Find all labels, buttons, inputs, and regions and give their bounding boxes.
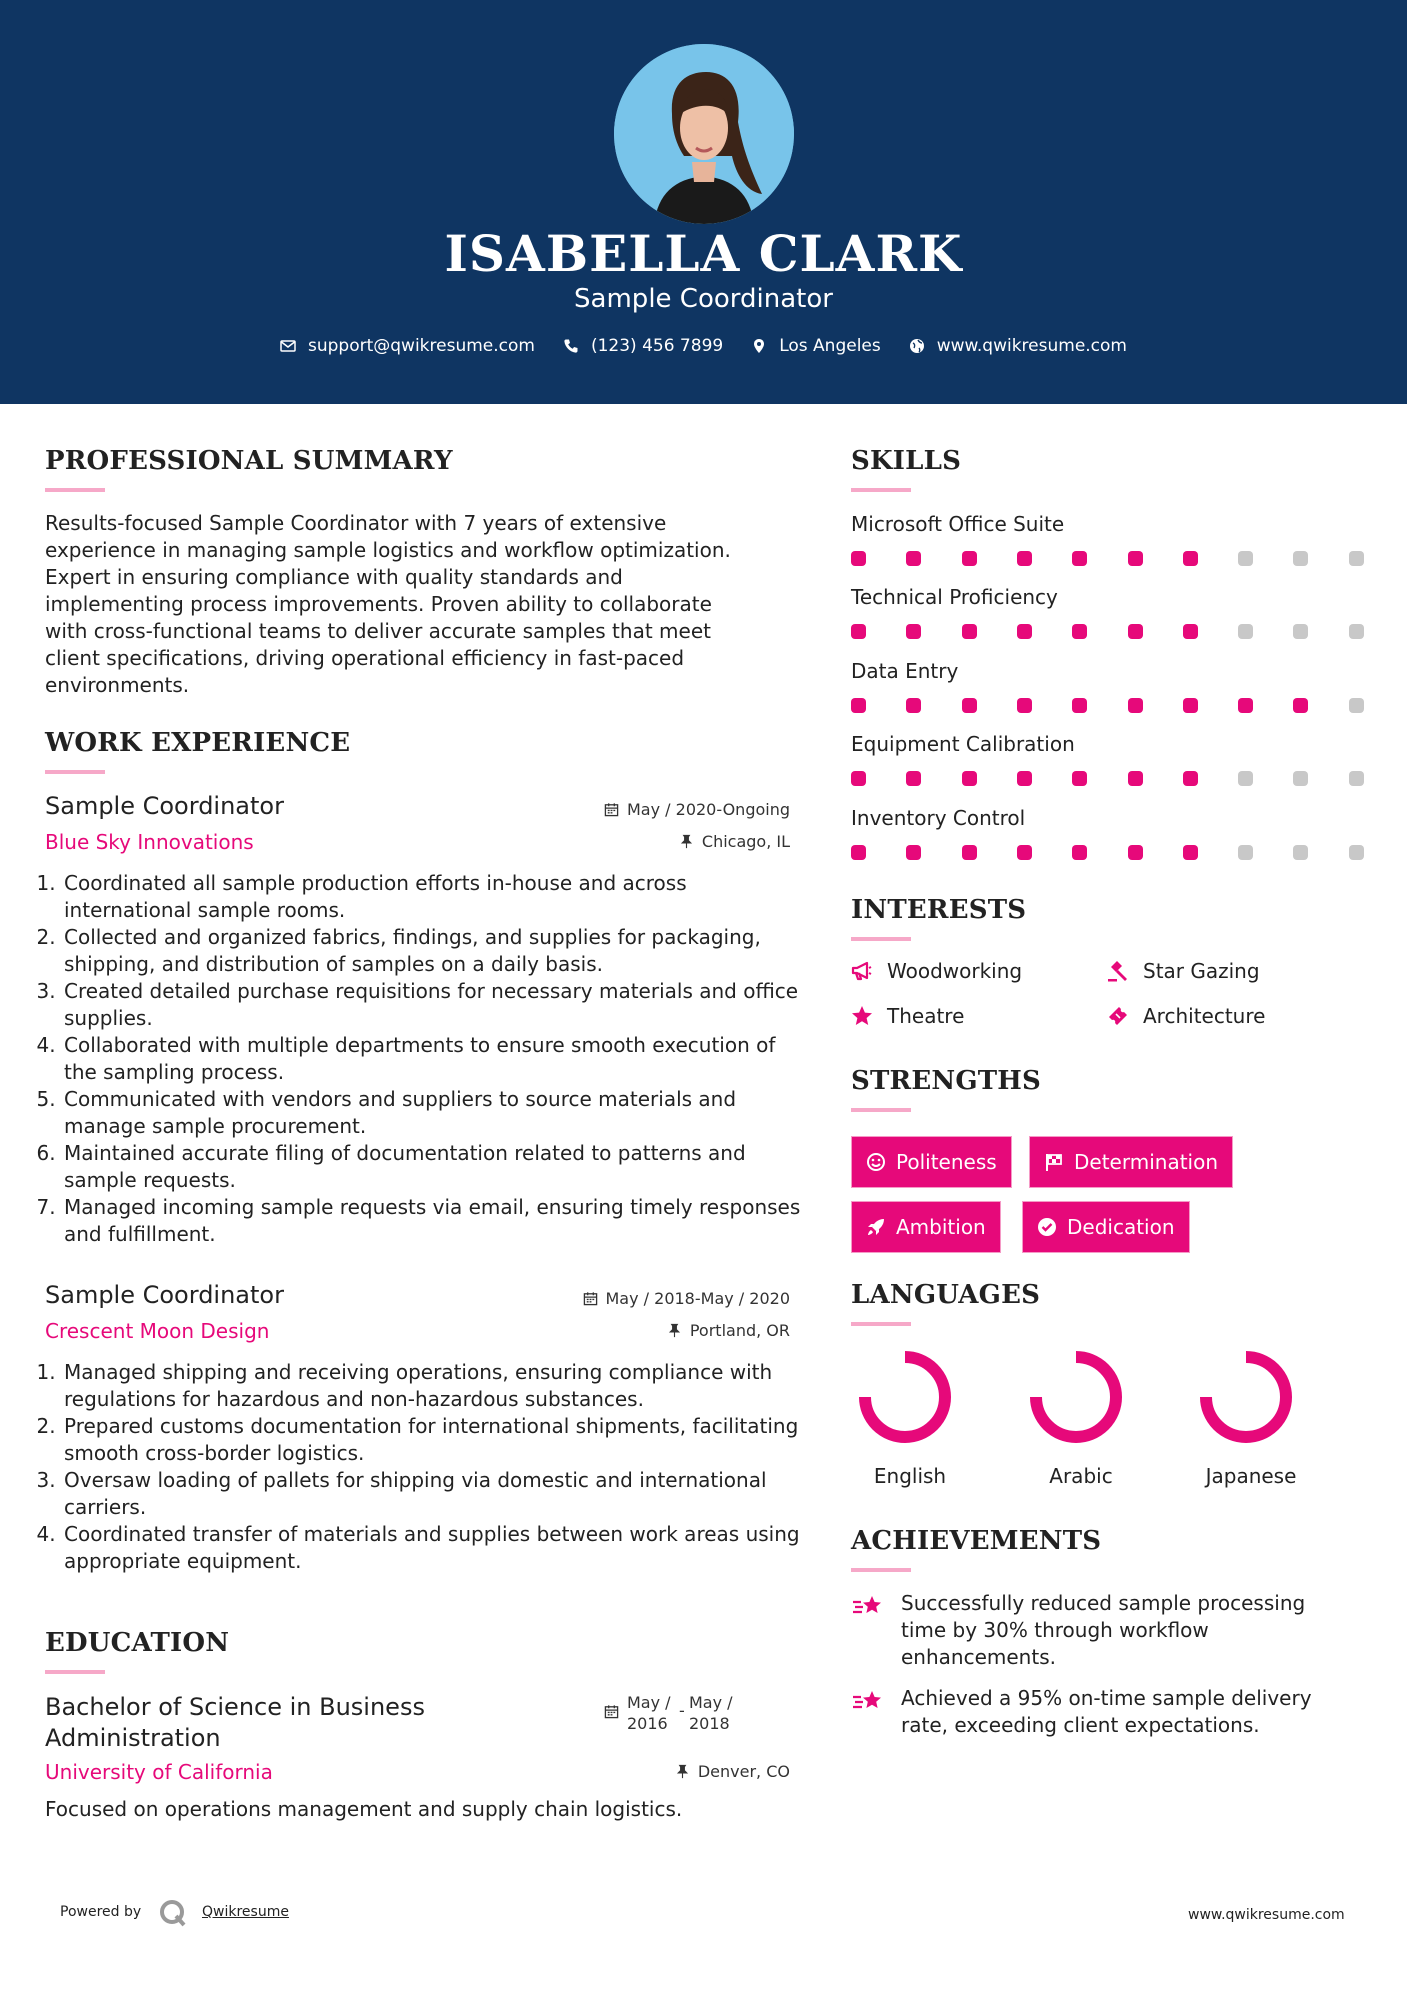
skill-dot-empty: [1349, 698, 1364, 713]
strength-label: Ambition: [896, 1215, 986, 1239]
experience-heading: WORK EXPERIENCE: [45, 728, 351, 758]
skill-dot-filled: [851, 771, 866, 786]
skill-dot-filled: [851, 698, 866, 713]
skill-dot-empty: [1238, 624, 1253, 639]
achievements-heading: ACHIEVEMENTS: [851, 1526, 1102, 1556]
achievement-line: time by 30% through workflow: [901, 1618, 1209, 1642]
skill-dot-filled: [1128, 551, 1143, 566]
language-label: English: [873, 1464, 947, 1488]
summary-underline: [45, 488, 105, 492]
contact-phone-text: (123) 456 7899: [590, 336, 724, 356]
skill-dot-filled: [1017, 771, 1032, 786]
job-1-company: Blue Sky Innovations: [45, 830, 254, 854]
skill-label: Data Entry: [851, 659, 959, 683]
summary-line: implementing process improvements. Proven ability to collaborate: [45, 592, 712, 616]
skill-dot-filled: [962, 771, 977, 786]
list-item: 5. Communicated with vendors and suppliers to source materials and manage sample procurement.: [62, 1086, 802, 1140]
skill-dot-filled: [851, 845, 866, 860]
summary-line: client specifications, driving operational efficiency in fast-paced: [45, 646, 685, 670]
rocket-icon: [866, 1217, 886, 1237]
education-dates: [604, 1692, 745, 1734]
ticket-icon: [1107, 1005, 1129, 1027]
education-end-month: May /: [689, 1693, 733, 1712]
education-location: [540, 1762, 790, 1781]
skill-label: Inventory Control: [851, 806, 1026, 830]
strength-tag: [851, 1136, 1012, 1188]
skill-dot-empty: [1238, 845, 1253, 860]
job-2-date: [540, 1289, 790, 1308]
summary-heading: PROFESSIONAL SUMMARY: [45, 446, 453, 476]
skill-dot-filled: [1183, 845, 1198, 860]
skill-dot-empty: [1293, 845, 1308, 860]
interest-label: Woodworking: [887, 959, 1023, 983]
job-1-duties: [42, 870, 802, 1248]
globe-icon: [909, 338, 925, 354]
smile-icon: [866, 1152, 886, 1172]
education-heading: EDUCATION: [45, 1628, 230, 1658]
skill-dot-filled: [1238, 698, 1253, 713]
contact-bar: [0, 336, 1407, 356]
achievement-line: enhancements.: [901, 1645, 1056, 1669]
skill-dot-filled: [1072, 551, 1087, 566]
job-1-date-text: May / 2020-Ongoing: [627, 800, 790, 819]
skill-dot-filled: [1293, 698, 1308, 713]
skills-heading: SKILLS: [851, 446, 962, 476]
strengths-underline: [851, 1108, 911, 1112]
education-note: Focused on operations management and supply chain logistics.: [45, 1797, 683, 1821]
skill-dot-empty: [1349, 771, 1364, 786]
list-item: 3. Oversaw loading of pallets for shipping via domestic and international carriers.: [62, 1467, 802, 1521]
person-avatar-icon: [614, 44, 794, 224]
degree-line: Bachelor of Science in Business: [45, 1693, 425, 1721]
interests-heading: INTERESTS: [851, 895, 1027, 925]
list-item: 4. Coordinated transfer of materials and supplies between work areas using appropriate equipment.: [62, 1521, 802, 1575]
summary-line: experience in managing sample logistics and workflow optimization.: [45, 538, 731, 562]
job-2-title: Sample Coordinator: [45, 1281, 284, 1309]
shooting-star-icon: [851, 1592, 885, 1620]
envelope-icon: [280, 338, 296, 354]
language-label: Japanese: [1205, 1464, 1297, 1488]
list-item: 1. Coordinated all sample production efforts in-house and across international sample rooms.: [62, 870, 802, 924]
job-2-duties: [42, 1359, 802, 1575]
skill-dot-filled: [1072, 624, 1087, 639]
skill-dot-empty: [1349, 624, 1364, 639]
achievement-item: [851, 1685, 1312, 1739]
footer-website[interactable]: www.qwikresume.com: [1188, 1907, 1345, 1923]
skill-dot-empty: [1293, 551, 1308, 566]
shooting-star-icon: [851, 1687, 885, 1715]
contact-website[interactable]: [909, 336, 1127, 356]
job-1-location-text: Chicago, IL: [701, 832, 790, 851]
qwikresume-link[interactable]: Qwikresume: [202, 1904, 289, 1920]
calendar-icon: [604, 802, 619, 817]
summary-line: Expert in ensuring compliance with quality standards and: [45, 565, 623, 589]
interest-item: [1107, 959, 1260, 983]
skill-dot-filled: [906, 845, 921, 860]
achievement-line: rate, exceeding client expectations.: [901, 1713, 1260, 1737]
skill-dot-filled: [1183, 698, 1198, 713]
job-2-company: Crescent Moon Design: [45, 1319, 270, 1343]
megaphone-icon: [851, 960, 873, 982]
skill-dot-filled: [962, 845, 977, 860]
skill-dot-empty: [1238, 771, 1253, 786]
language-ring: [1026, 1347, 1126, 1447]
gavel-icon: [1107, 960, 1129, 982]
skill-dot-filled: [906, 698, 921, 713]
education-location-text: Denver, CO: [697, 1762, 790, 1781]
map-pin-icon: [751, 338, 767, 354]
education-start-year: 2016: [627, 1714, 668, 1733]
pushpin-icon: [679, 834, 694, 849]
strength-tag: [851, 1201, 1001, 1253]
skill-dot-filled: [1128, 624, 1143, 639]
achievements-underline: [851, 1568, 911, 1572]
candidate-name: ISABELLA CLARK: [444, 224, 963, 283]
summary-line: Results-focused Sample Coordinator with 7 years of extensive: [45, 511, 667, 535]
skills-underline: [851, 488, 911, 492]
language-ring: [1196, 1347, 1296, 1447]
languages-heading: LANGUAGES: [851, 1280, 1041, 1310]
languages-underline: [851, 1322, 911, 1326]
skill-dot-filled: [851, 624, 866, 639]
contact-website-text: www.qwikresume.com: [936, 336, 1127, 356]
job-1-location: [540, 832, 790, 851]
strength-tag: [1029, 1136, 1233, 1188]
profile-photo: [614, 44, 794, 224]
interest-label: Star Gazing: [1143, 959, 1260, 983]
calendar-icon: [583, 1291, 598, 1306]
skill-dot-filled: [962, 551, 977, 566]
skill-dot-filled: [1183, 771, 1198, 786]
experience-underline: [45, 770, 105, 774]
skill-dot-filled: [1128, 698, 1143, 713]
education-end-year: 2018: [689, 1714, 730, 1733]
strength-label: Politeness: [896, 1150, 997, 1174]
skill-dot-filled: [1128, 845, 1143, 860]
job-1-title: Sample Coordinator: [45, 792, 284, 820]
education-end: - May / 2018: [685, 1692, 745, 1734]
contact-phone[interactable]: [563, 336, 723, 356]
list-item: 2. Prepared customs documentation for international shipments, facilitating smooth cross-border logistics.: [62, 1413, 802, 1467]
strengths-heading: STRENGTHS: [851, 1066, 1042, 1096]
skill-dot-empty: [1349, 551, 1364, 566]
strength-tag: [1022, 1201, 1190, 1253]
skill-label: Equipment Calibration: [851, 732, 1075, 756]
calendar-icon: [604, 1704, 619, 1719]
star-icon: [851, 1005, 873, 1027]
phone-icon: [563, 338, 579, 354]
achievement-item: [851, 1590, 1305, 1671]
education-underline: [45, 1670, 105, 1674]
skill-dot-filled: [906, 551, 921, 566]
achievement-line: Successfully reduced sample processing: [901, 1591, 1306, 1615]
education-start-month: May /: [627, 1693, 671, 1712]
language-ring-arc: [1036, 1357, 1116, 1437]
job-2-location-text: Portland, OR: [689, 1321, 790, 1340]
qwikresume-logo-icon: [158, 1898, 188, 1928]
skill-dot-filled: [962, 698, 977, 713]
list-item: 4. Collaborated with multiple departments to ensure smooth execution of the sampling process.: [62, 1032, 802, 1086]
contact-location: [751, 336, 881, 356]
list-item: 7. Managed incoming sample requests via email, ensuring timely responses and fulfillment.: [62, 1194, 802, 1248]
skill-dot-filled: [1017, 624, 1032, 639]
flag-icon: [1044, 1152, 1064, 1172]
summary-line: environments.: [45, 673, 190, 697]
job-2-date-text: May / 2018-May / 2020: [605, 1289, 790, 1308]
powered-by-text: Powered by: [60, 1904, 142, 1920]
pushpin-icon: [675, 1764, 690, 1779]
list-item: 3. Created detailed purchase requisitions for necessary materials and office supplies.: [62, 978, 802, 1032]
summary-line: with cross-functional teams to deliver accurate samples that meet: [45, 619, 711, 643]
language-ring-arc: [1206, 1357, 1286, 1437]
language-ring: [855, 1347, 955, 1447]
education-start: [627, 1692, 677, 1734]
strength-label: Dedication: [1067, 1215, 1175, 1239]
skill-dot-filled: [1072, 845, 1087, 860]
strength-label: Determination: [1074, 1150, 1219, 1174]
contact-location-text: Los Angeles: [779, 336, 881, 356]
school-name: University of California: [45, 1760, 273, 1784]
achievement-text: [901, 1685, 1312, 1739]
interests-underline: [851, 937, 911, 941]
degree-title: [45, 1692, 425, 1754]
interest-item: [851, 959, 1022, 983]
skill-dot-filled: [962, 624, 977, 639]
skill-dot-filled: [906, 771, 921, 786]
job-2-location: [540, 1321, 790, 1340]
language-ring-arc: [865, 1357, 945, 1437]
skill-dot-filled: [1017, 698, 1032, 713]
skill-label: Technical Proficiency: [851, 585, 1058, 609]
job-1-date: [540, 800, 790, 819]
skill-dot-filled: [1072, 771, 1087, 786]
header-banner: [0, 0, 1407, 404]
skill-dot-filled: [1128, 771, 1143, 786]
skill-dot-empty: [1349, 845, 1364, 860]
skill-dot-filled: [1183, 551, 1198, 566]
list-item: 6. Maintained accurate filing of documentation related to patterns and sample requests.: [62, 1140, 802, 1194]
interest-item: [1107, 1004, 1265, 1028]
skill-dot-filled: [1072, 698, 1087, 713]
check-circle-icon: [1037, 1217, 1057, 1237]
list-item: 1. Managed shipping and receiving operations, ensuring compliance with regulations for hazardous and non-hazardous substances.: [62, 1359, 802, 1413]
skill-dot-empty: [1238, 551, 1253, 566]
contact-email-text: support@qwikresume.com: [308, 336, 535, 356]
skill-dot-filled: [1017, 845, 1032, 860]
achievement-text: [901, 1590, 1305, 1671]
interest-label: Theatre: [887, 1004, 965, 1028]
interest-label: Architecture: [1143, 1004, 1266, 1028]
skill-dot-empty: [1293, 771, 1308, 786]
skill-dot-empty: [1293, 624, 1308, 639]
skill-dot-filled: [906, 624, 921, 639]
degree-line: Administration: [45, 1724, 221, 1752]
interest-item: [851, 1004, 964, 1028]
achievement-line: Achieved a 95% on-time sample delivery: [901, 1686, 1312, 1710]
language-label: Arabic: [1049, 1464, 1113, 1488]
summary-text: [45, 510, 805, 699]
list-item: 2. Collected and organized fabrics, findings, and supplies for packaging, shipping, and distribution of samples on a daily basis.: [62, 924, 802, 978]
skill-dot-filled: [1017, 551, 1032, 566]
contact-email[interactable]: [280, 336, 535, 356]
skill-dot-filled: [851, 551, 866, 566]
candidate-role: Sample Coordinator: [574, 284, 833, 314]
skill-dot-filled: [1183, 624, 1198, 639]
pushpin-icon: [667, 1323, 682, 1338]
skill-label: Microsoft Office Suite: [851, 512, 1065, 536]
